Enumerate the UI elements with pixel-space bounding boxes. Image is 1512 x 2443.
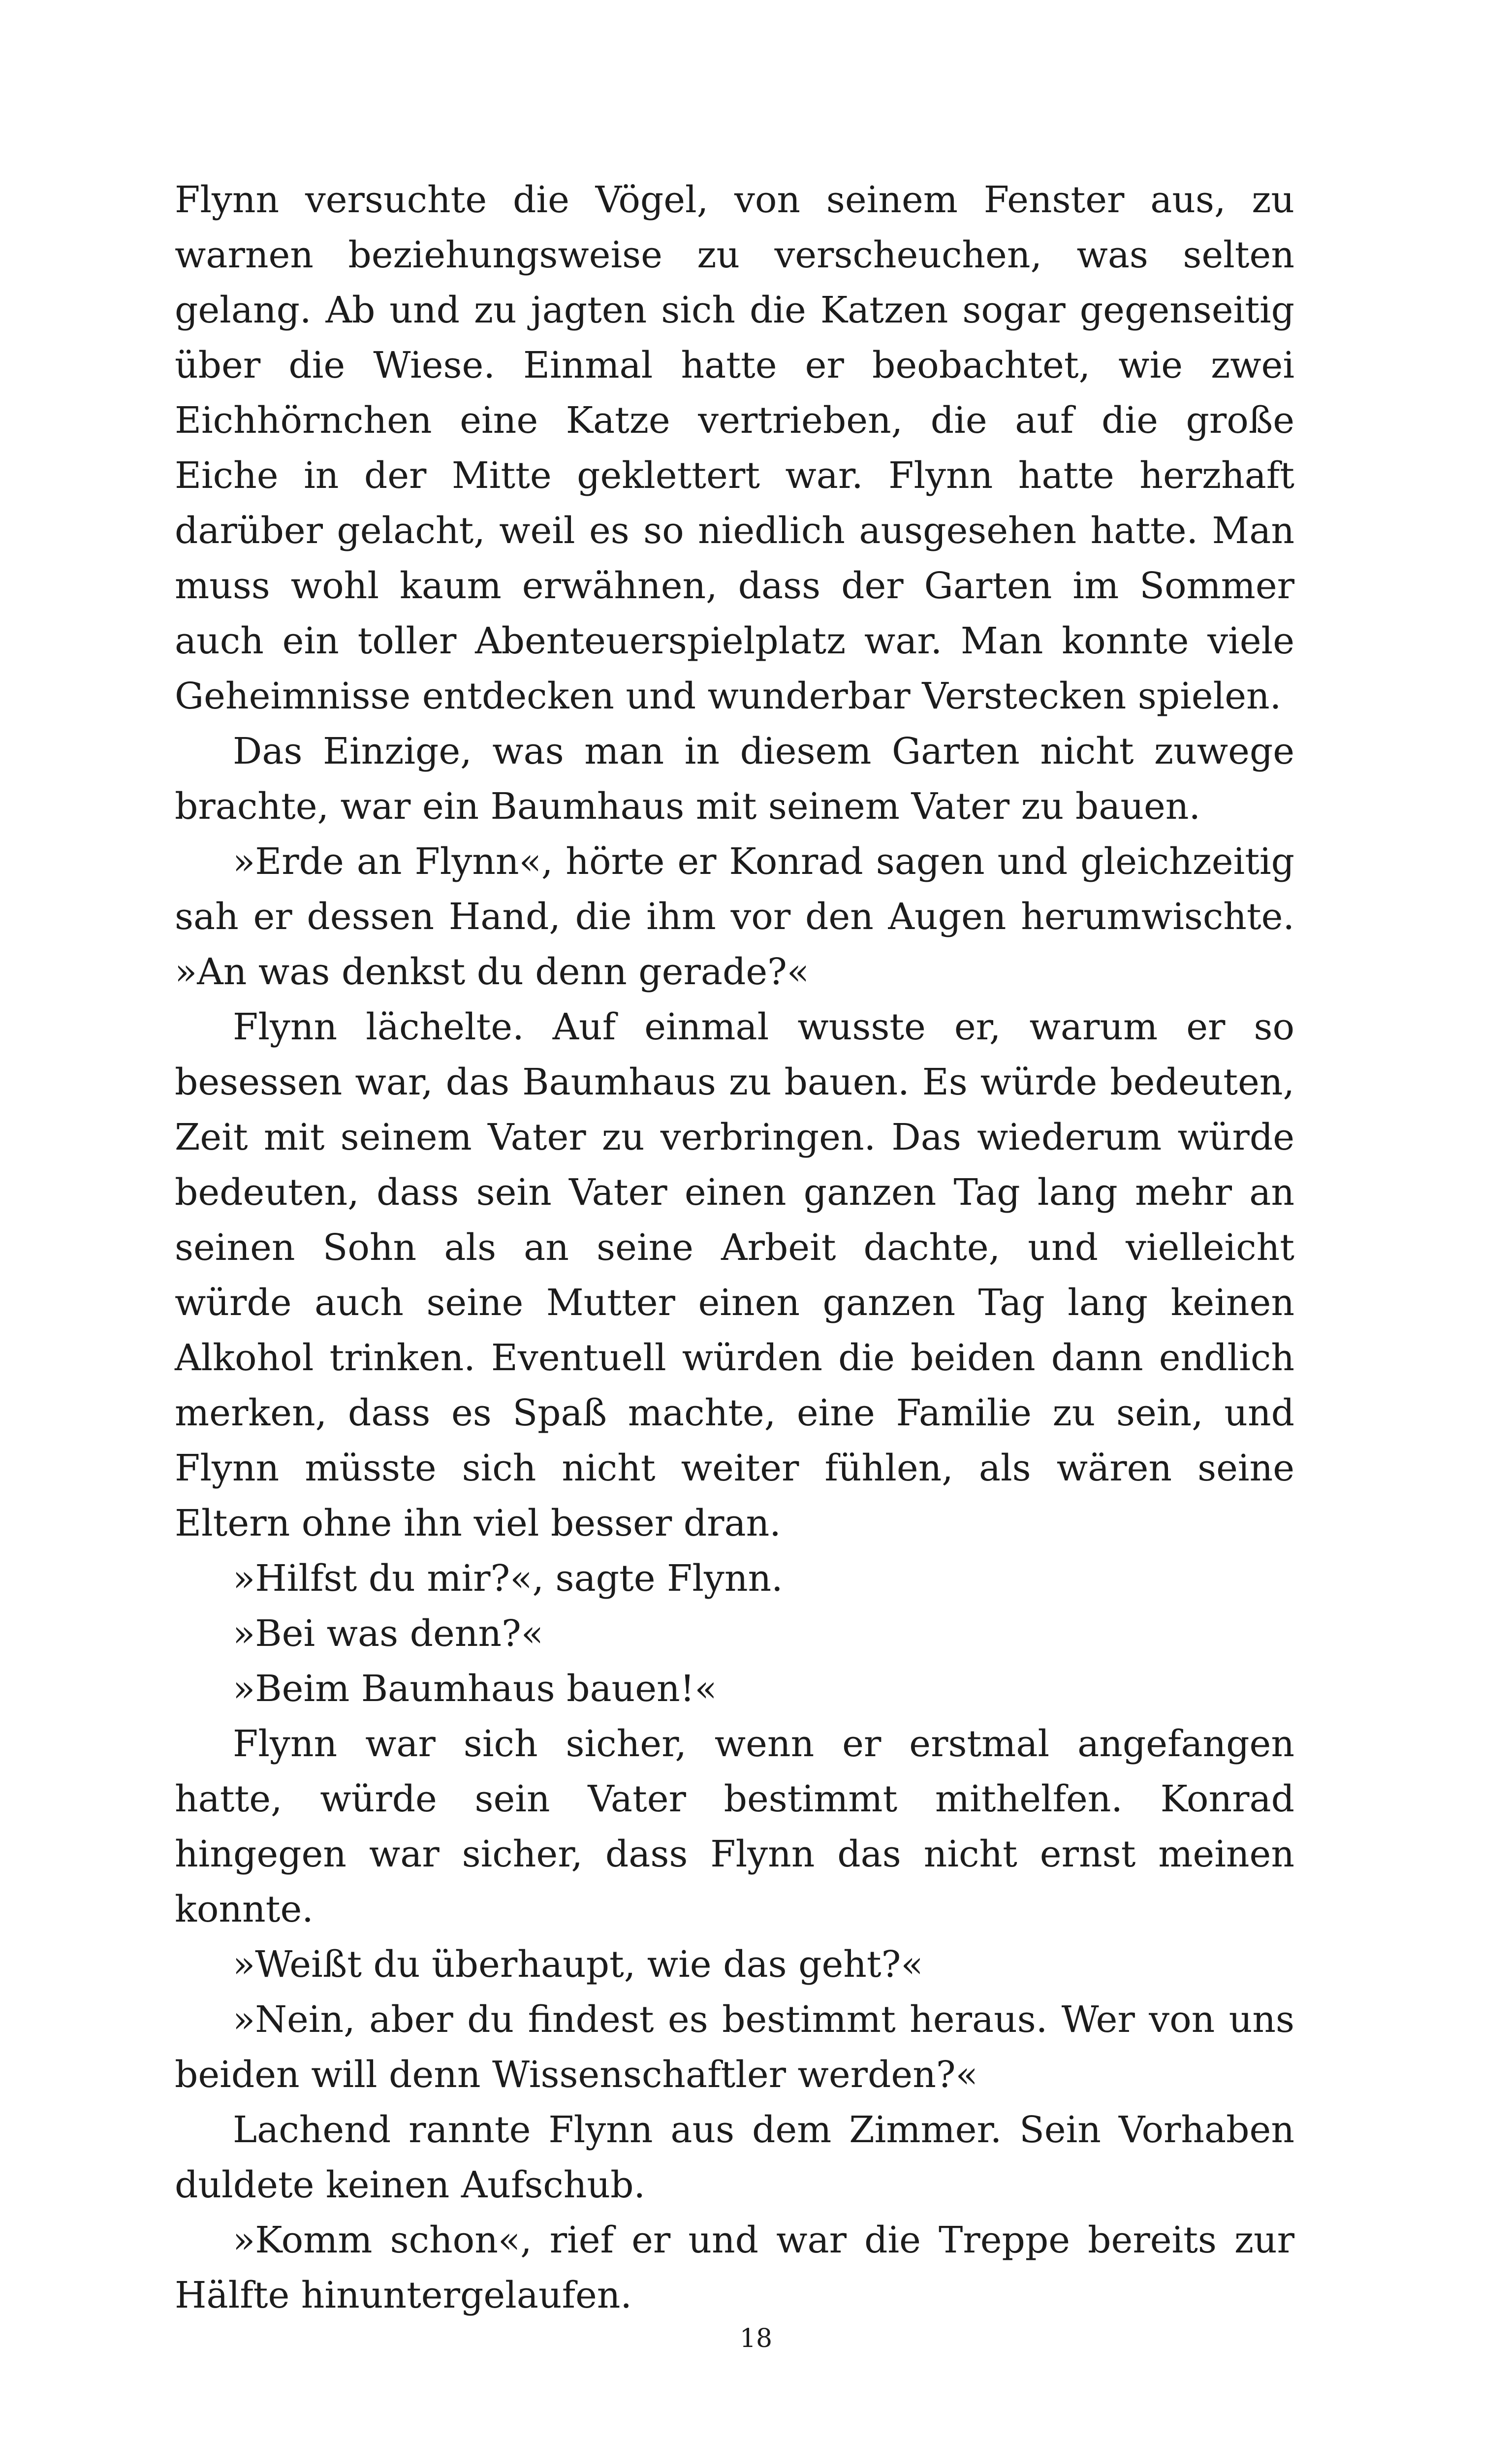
paragraph: »Erde an Flynn«, hörte er Konrad sagen und gleichzeitig sah er dessen Hand, die ihm vor den Augen herumwischte. »An was denkst du denn gerade?« [175,840,1294,993]
paragraph: Flynn war sich sicher, wenn er erstmal angefangen hatte, würde sein Vater bestimmt mithelfen. Konrad hingegen war sicher, dass Flynn das nicht ernst meinen konnte. [175,1723,1294,1930]
paragraph: »Nein, aber du findest es bestimmt heraus. Wer von uns beiden will denn Wissenschaftler werden?« [175,1998,1294,2096]
paragraph: Flynn versuchte die Vögel, von seinem Fenster aus, zu warnen beziehungsweise zu verscheuchen, was selten gelang. Ab und zu jagten sich die Katzen sogar gegenseitig über die Wiese. Einmal hatte er beobachtet, wie zwei Eichhörnchen eine Katze vertrieben, die auf die große Eiche in der Mitte geklettert war. Flynn hatte herzhaft darüber gelacht, weil es so niedlich ausgesehen hatte. Man muss wohl kaum erwähnen, dass der Garten im Sommer auch ein toller Abenteuerspielplatz war. Man konnte viele Geheimnisse entdecken und wunderbar Verstecken spielen. [175,179,1294,717]
paragraph: »Weißt du überhaupt, wie das geht?« [233,1943,923,1986]
paragraph: Flynn lächelte. Auf einmal wusste er, warum er so besessen war, das Baumhaus zu bauen. Es würde bedeuten, Zeit mit seinem Vater zu verbringen. Das wiederum würde bedeuten, dass sein Vater einen ganzen Tag lang mehr an seinen Sohn als an seine Arbeit dachte, und vielleicht würde auch seine Mutter einen ganzen Tag lang keinen Alkohol trinken. Eventuell würden die beiden dann endlich merken, dass es Spaß machte, eine Familie zu sein, und Flynn müsste sich nicht weiter fühlen, als wären seine Eltern ohne ihn viel besser dran. [175,1006,1294,1544]
paragraph: »Bei was denn?« [233,1612,544,1655]
page-number: 18 [739,2324,773,2353]
paragraph: Das Einzige, was man in diesem Garten nicht zuwege brachte, war ein Baumhaus mit seinem Vater zu bauen. [175,730,1294,828]
paragraph: »Komm schon«, rief er und war die Treppe bereits zur Hälfte hinuntergelaufen. [175,2219,1294,2316]
paragraph: »Hilfst du mir?«, sagte Flynn. [233,1557,783,1600]
body-text [175,172,1294,2323]
paragraph: Lachend rannte Flynn aus dem Zimmer. Sein Vorhaben duldete keinen Aufschub. [175,2109,1294,2206]
paragraph: »Beim Baumhaus bauen!« [233,1668,717,1710]
